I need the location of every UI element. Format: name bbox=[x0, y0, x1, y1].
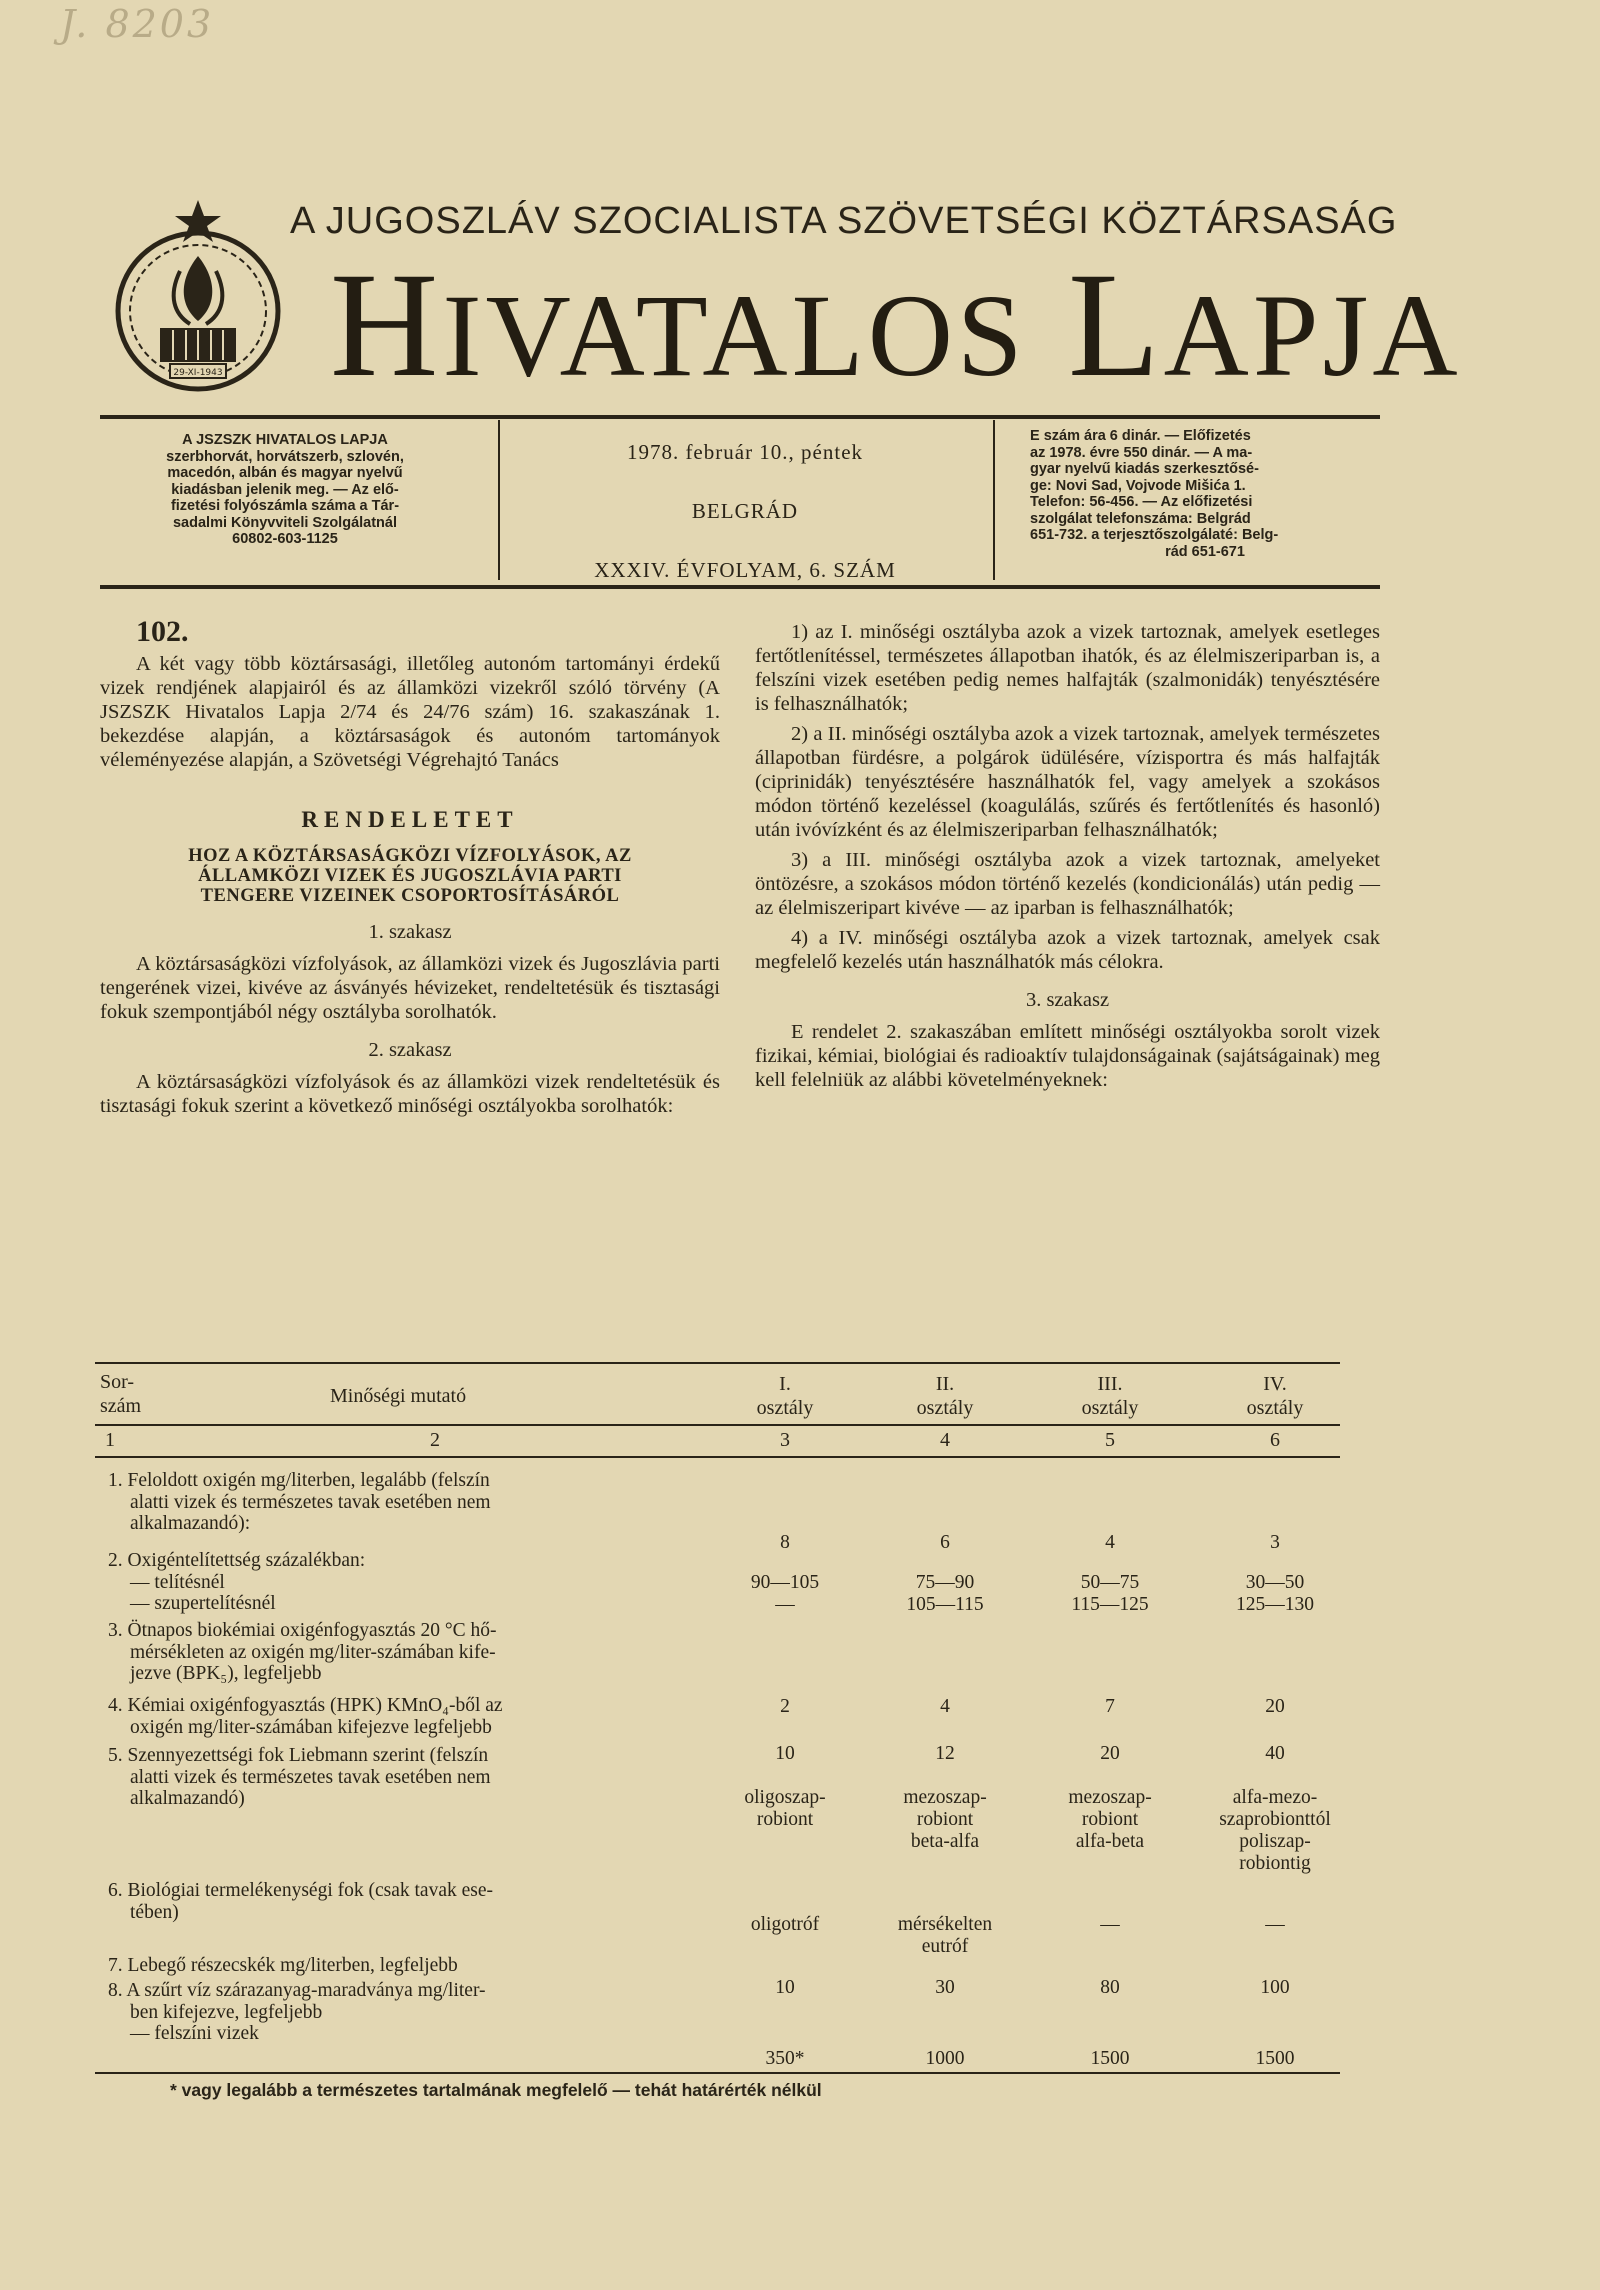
table-cell: 8 bbox=[780, 1532, 790, 1553]
title-word2-rest: APJA bbox=[1163, 270, 1462, 401]
section-2-text: A köztársaságközi vízfolyások és az államközi vizek rendeltetésük és tisztasági fokuk szerint a következő minőségi osztályokba sorolhatók: bbox=[100, 1071, 720, 1117]
table-cell: 30—50 bbox=[1245, 1572, 1305, 1593]
section-3-text: E rendelet 2. szakaszában említett minőségi osztályokba sorolt vizek fizikai, kémiai, biológiai és radioaktív tulajdonságainak (sajátságainak) meg kell felelniük az alábbi követelményeknek: bbox=[755, 1021, 1380, 1091]
info-left-line: fizetési folyószámla száma a Tár- bbox=[170, 498, 400, 514]
info-right-line: szolgálat telefonszáma: Belgrád bbox=[1030, 510, 1251, 527]
table-cell: 4 bbox=[1105, 1532, 1115, 1553]
info-left-line: A JSZSZK HIVATALOS LAPJA bbox=[182, 432, 388, 448]
header-class-word: osztály bbox=[756, 1397, 814, 1419]
table-cell: 30 bbox=[935, 1977, 955, 1998]
header-class-num: IV. bbox=[1263, 1373, 1287, 1395]
table-cell: 1000 bbox=[925, 2048, 965, 2069]
table-cell: 7 bbox=[1105, 1696, 1115, 1717]
row-label-line: jezve (BPK₅), legfeljebb bbox=[130, 1663, 322, 1684]
table-cell: 40 bbox=[1265, 1743, 1285, 1764]
row-label-line: 2. Oxigéntelítettség százalékban: bbox=[108, 1550, 366, 1571]
colnum: 1 bbox=[105, 1429, 115, 1451]
info-right-line: 651-732. a terjesztőszolgálaté: Belg- bbox=[1030, 527, 1279, 543]
masthead-supertitle: A JUGOSZLÁV SZOCIALISTA SZÖVETSÉGI KÖZTÁRSASÁG bbox=[290, 200, 1398, 242]
colnum: 6 bbox=[1270, 1429, 1280, 1451]
header-num-line: Sor- bbox=[100, 1371, 135, 1393]
issue-volume: XXXIV. ÉVFOLYAM, 6. SZÁM bbox=[594, 558, 896, 582]
table-row-label bbox=[108, 1955, 688, 1977]
table-row-label bbox=[108, 1620, 688, 1685]
decree-subheading: ÁLLAMKÖZI VIZEK ÉS JUGOSZLÁVIA PARTI bbox=[198, 866, 622, 886]
issue-city: BELGRÁD bbox=[691, 499, 799, 523]
info-rule bbox=[100, 585, 1380, 589]
table-cell: oligoszap- robiont bbox=[744, 1787, 826, 1830]
row-label-line: oxigén mg/liter-számában kifejezve legfeljebb bbox=[130, 1716, 492, 1738]
info-right-line: Telefon: 56-456. — Az előfizetési bbox=[1030, 494, 1253, 510]
colnum: 2 bbox=[430, 1429, 440, 1451]
table-cell: — bbox=[1265, 1914, 1285, 1935]
info-left-line: macedón, albán és magyar nyelvű bbox=[167, 465, 403, 481]
header-class-word: osztály bbox=[1246, 1397, 1304, 1419]
table-header-class-1 bbox=[730, 1372, 840, 1420]
table-footnote: * vagy legalább a természetes tartalmának megfelelő — tehát határérték nélkül bbox=[170, 2080, 822, 2100]
class-2-text: 2) a II. minőségi osztályba azok a vizek tartoznak, amelyek természetes állapotban fürdésre, a polgárok üdülésére, vízisportra és más halfajták (ciprinidák) tenyésztésére használhatók fel, vagy amelyek a szokásos módon történő kezeléssel (koagulálás, szűrés és fertőtlenítés és hasonló) után ivóvízként és az élelmiszeriparban felhasználhatók; bbox=[755, 723, 1380, 841]
table-cell: mezoszap- robiont alfa-beta bbox=[1068, 1787, 1152, 1852]
table-cell: 125—130 bbox=[1236, 1594, 1314, 1615]
row-label-line: 5. Szennyezettségi fok Liebmann szerint (felszín bbox=[108, 1745, 489, 1766]
preamble-text: A két vagy több köztársasági, illetőleg autonóm tartományi érdekű vizek rendjének alapjairól és az államközi vizekről szóló törvény (A JSZSZK Hivatalos Lapja 2/74 és 24/76 szám) 16. szakaszának 1. bekezdése alapján, a köztársaságok és autonóm tartományok véleményezése alapján, a Szövetségi Végrehajtó Tanács bbox=[100, 653, 720, 771]
emblem-date-label: 29-XI-1943 bbox=[173, 368, 223, 378]
right-column bbox=[755, 620, 1380, 1098]
table-row-label bbox=[108, 1550, 688, 1615]
header-num-line: szám bbox=[100, 1395, 142, 1417]
table-cell: 10 bbox=[775, 1743, 795, 1764]
row-label-line: alkalmazandó) bbox=[130, 1788, 245, 1809]
section-3-title: 3. szakasz bbox=[1025, 989, 1110, 1011]
table-cell: 12 bbox=[935, 1743, 955, 1764]
table-cell: 115—125 bbox=[1071, 1594, 1149, 1615]
info-right bbox=[1030, 428, 1380, 560]
masthead-title bbox=[330, 242, 1462, 411]
table-row-label bbox=[108, 1470, 688, 1535]
table-cell: 10 bbox=[775, 1977, 795, 1998]
table-cell: — bbox=[775, 1594, 795, 1615]
table-colnum-rule bbox=[95, 1456, 1340, 1458]
section-2-title: 2. szakasz bbox=[368, 1039, 452, 1061]
section-1-title: 1. szakasz bbox=[368, 921, 452, 943]
info-left bbox=[100, 432, 470, 548]
row-label-line: alatti vizek és természetes tavak esetében nem bbox=[130, 1491, 491, 1513]
info-center bbox=[510, 440, 980, 583]
table-cell: 105—115 bbox=[906, 1594, 984, 1615]
info-left-line: 60802-603-1125 bbox=[232, 531, 338, 547]
table-cell: 80 bbox=[1100, 1977, 1120, 1998]
table-cell: mérsékelten eutróf bbox=[897, 1914, 993, 1957]
table-cell: 2 bbox=[780, 1696, 790, 1717]
table-cell: 20 bbox=[1265, 1696, 1285, 1717]
table-cell: — bbox=[1100, 1914, 1120, 1935]
info-right-line: gyar nyelvű kiadás szerkesztősé- bbox=[1030, 461, 1259, 477]
table-cell: 20 bbox=[1100, 1743, 1120, 1764]
row-label-line: alatti vizek és természetes tavak esetében nem bbox=[130, 1766, 491, 1788]
row-label-line: tében) bbox=[130, 1901, 179, 1923]
row-label-line: 7. Lebegő részecskék mg/literben, legfeljebb bbox=[108, 1955, 458, 1976]
table-row-label bbox=[108, 1980, 688, 2045]
table-bottom-rule bbox=[95, 2072, 1340, 2074]
row-label-line: mérsékleten az oxigén mg/liter-számában kife- bbox=[130, 1641, 496, 1663]
title-initial: H bbox=[330, 242, 443, 408]
header-class-word: osztály bbox=[1081, 1397, 1139, 1419]
row-label-line: ben kifejezve, legfeljebb bbox=[130, 2001, 323, 2023]
masthead-rule bbox=[100, 415, 1380, 419]
table-header-class-3 bbox=[1055, 1372, 1165, 1420]
table-cell: 75—90 bbox=[915, 1572, 975, 1593]
table-header-num bbox=[100, 1370, 141, 1418]
table-cell: alfa-mezo- szaprobionttól poliszap- robiontig bbox=[1219, 1787, 1331, 1874]
row-label-line: — felszíni vizek bbox=[130, 2023, 259, 2044]
table-cell: 3 bbox=[1270, 1532, 1280, 1553]
header-class-word: osztály bbox=[916, 1397, 974, 1419]
doc-number: 102. bbox=[136, 615, 189, 648]
colnum: 5 bbox=[1105, 1429, 1115, 1451]
row-label-line: 3. Ötnapos biokémiai oxigénfogyasztás 20 °C hő- bbox=[108, 1620, 497, 1641]
info-left-line: szerbhorvát, horvátszerb, szlovén, bbox=[166, 448, 404, 465]
title-word2-initial: L bbox=[1068, 242, 1164, 408]
table-cell: mezoszap- robiont beta-alfa bbox=[903, 1787, 987, 1852]
row-label-line: 1. Feloldott oxigén mg/literben, legalább (felszín bbox=[108, 1470, 490, 1491]
colnum: 3 bbox=[780, 1429, 790, 1451]
table-header-rule bbox=[95, 1424, 1340, 1426]
row-label-line: 6. Biológiai termelékenységi fok (csak tavak ese- bbox=[108, 1880, 493, 1901]
table-header-indicator: Minőségi mutató bbox=[330, 1385, 467, 1407]
info-divider bbox=[993, 420, 995, 580]
info-right-line: ge: Novi Sad, Vojvode Mišića 1. bbox=[1030, 477, 1246, 494]
issue-date: 1978. február 10., péntek bbox=[626, 440, 864, 464]
class-3-text: 3) a III. minőségi osztályba azok a vizek tartoznak, amelyeket öntözésre, a szokásos módon történő kezelés (kondicionálás) után pedig — az élelmiszeripart kivéve — az iparban is felhasználhatók; bbox=[755, 849, 1380, 919]
pencil-archive-mark: J. 8203 bbox=[60, 2, 215, 46]
table-cell: 6 bbox=[940, 1532, 950, 1553]
left-column bbox=[100, 615, 720, 1124]
table-cell: 1500 bbox=[1255, 2048, 1295, 2069]
table-cell: 90—105 bbox=[750, 1572, 820, 1593]
header-class-num: II. bbox=[935, 1373, 955, 1395]
section-1-text: A köztársaságközi vízfolyások, az államközi vizek és Jugoszlávia parti tengerének vizei, kivéve az ásványés hévizeket, rendeltetésük és tisztasági fokuk szempontjából négy osztályba sorolhatók. bbox=[100, 953, 720, 1023]
decree-subheading: HOZ A KÖZTÁRSASÁGKÖZI VÍZFOLYÁSOK, AZ bbox=[188, 846, 632, 866]
row-label-line: alkalmazandó): bbox=[130, 1513, 251, 1534]
table-cell: oligotróf bbox=[750, 1914, 820, 1935]
table-row-label bbox=[108, 1695, 688, 1738]
header-class-num: III. bbox=[1097, 1373, 1123, 1395]
decree-subheading: TENGERE VIZEINEK CSOPORTOSÍTÁSÁRÓL bbox=[200, 886, 620, 906]
table-cell: 100 bbox=[1260, 1977, 1290, 1998]
header-class-num: I. bbox=[779, 1373, 791, 1395]
class-4-text: 4) a IV. minőségi osztályba azok a vizek tartoznak, amelyek csak megfelelő kezelés után használhatók más célokra. bbox=[755, 927, 1380, 973]
row-label-line: 8. A szűrt víz szárazanyag-maradványa mg/liter- bbox=[108, 1980, 486, 2001]
colnum: 4 bbox=[940, 1429, 950, 1451]
info-right-line: rád 651-671 bbox=[1165, 543, 1245, 560]
info-right-line: E szám ára 6 dinár. — Előfizetés bbox=[1030, 428, 1251, 444]
decree-heading: RENDELETET bbox=[301, 807, 519, 832]
info-divider bbox=[498, 420, 500, 580]
info-right-line: az 1978. évre 550 dinár. — A ma- bbox=[1030, 444, 1253, 461]
table-row-label bbox=[108, 1880, 688, 1923]
table-header-class-4 bbox=[1220, 1372, 1330, 1420]
table-cell: 50—75 bbox=[1080, 1572, 1140, 1593]
title-rest: IVATALOS bbox=[442, 270, 1027, 401]
row-label-line: — telítésnél bbox=[130, 1571, 225, 1593]
state-emblem-icon bbox=[108, 196, 288, 406]
table-top-rule bbox=[95, 1362, 1340, 1364]
table-cell: 4 bbox=[940, 1696, 950, 1717]
table-cell: 350* bbox=[765, 2048, 805, 2069]
table-row-label bbox=[108, 1745, 688, 1810]
info-left-line: kiadásban jelenik meg. — Az elő- bbox=[171, 481, 399, 498]
table-cell: 1500 bbox=[1090, 2048, 1130, 2069]
row-label-line: 4. Kémiai oxigénfogyasztás (HPK) KMnO₄-ből az bbox=[108, 1695, 503, 1716]
table-header-class-2 bbox=[890, 1372, 1000, 1420]
info-left-line: sadalmi Könyvviteli Szolgálatnál bbox=[172, 514, 397, 531]
row-label-line: — szupertelítésnél bbox=[130, 1593, 276, 1614]
class-1-text: 1) az I. minőségi osztályba azok a vizek tartoznak, amelyek esetleges fertőtlenítéssel, természetes állapotban ihatók, és az élelmiszeriparban is, a felszíni vizek esetében pedig nemes halfajták (szalmonidák) tenyésztésére is felhasználhatók; bbox=[755, 621, 1380, 715]
